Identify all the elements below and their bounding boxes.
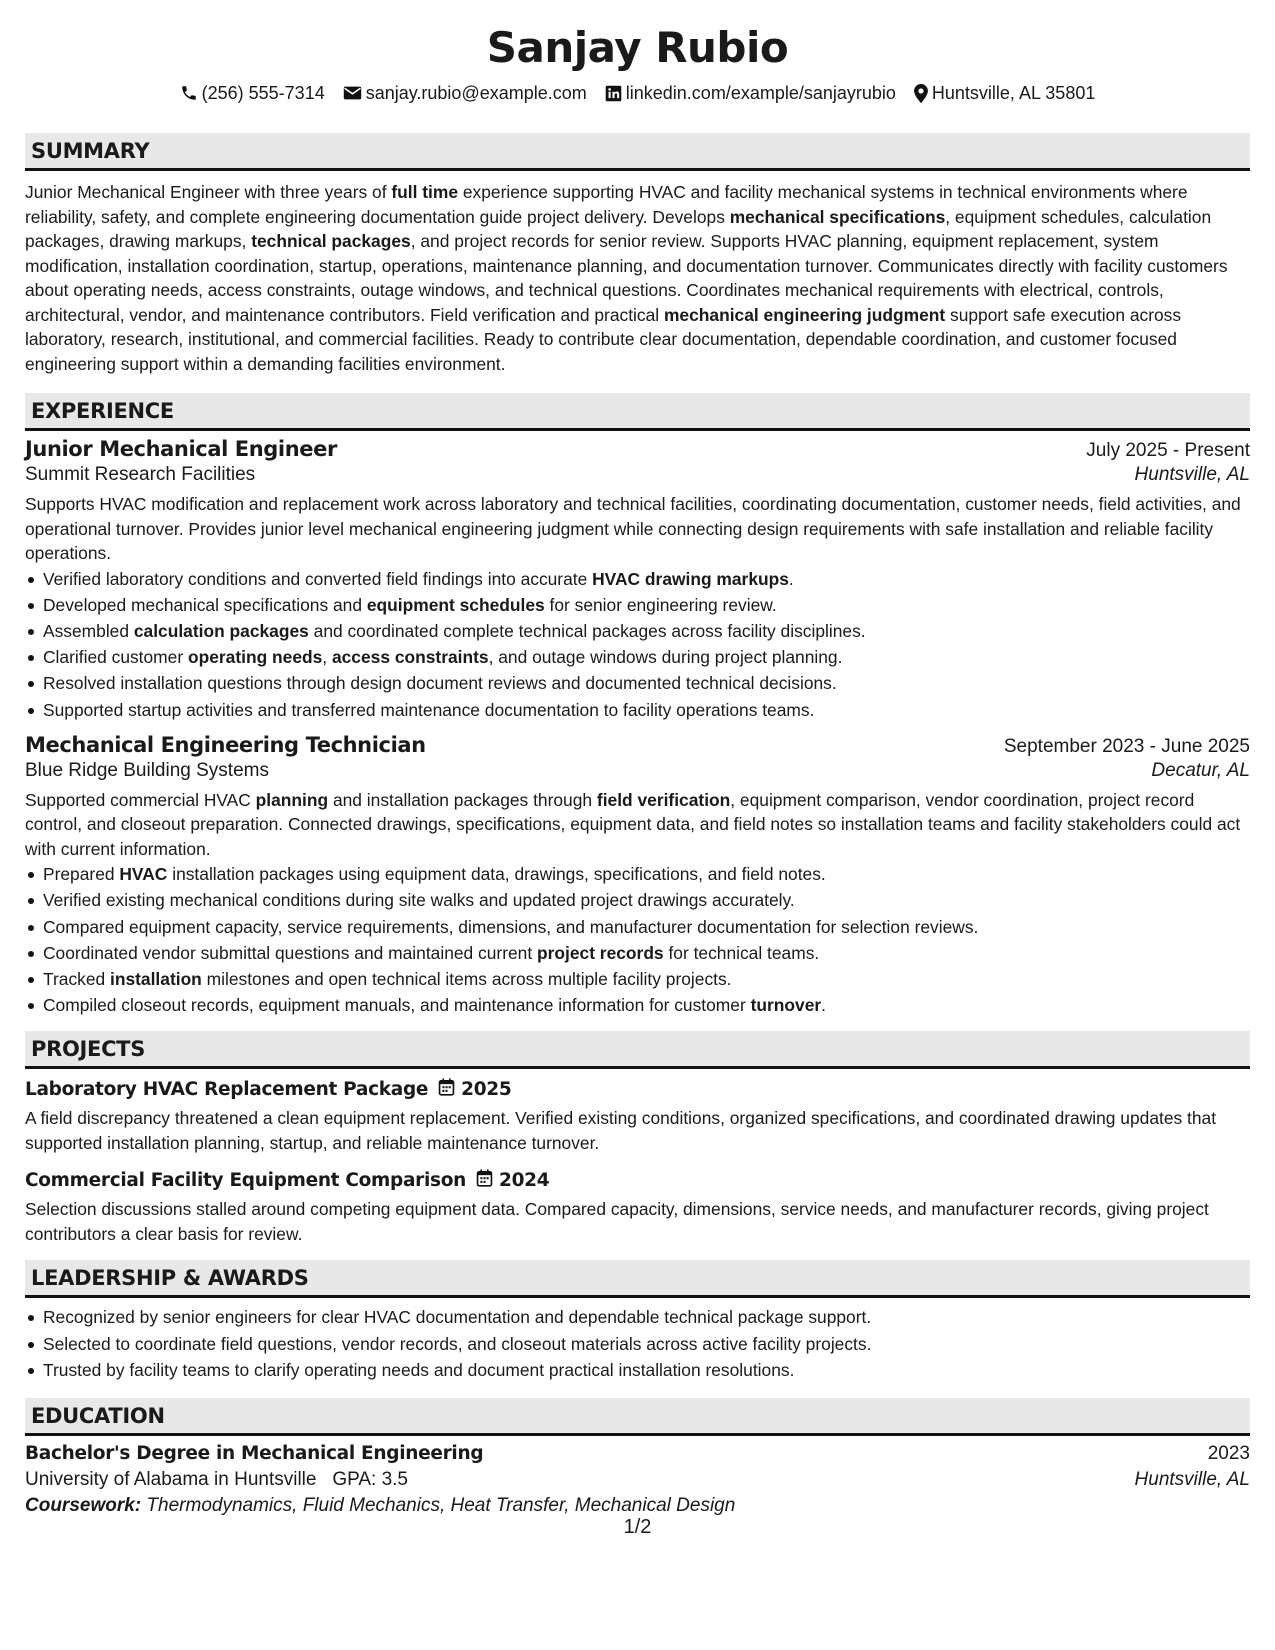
project-year: 2025: [461, 1078, 512, 1100]
job-description: [25, 788, 1250, 862]
text-run: Supported startup activities and transferred maintenance documentation to facility operations teams.: [43, 699, 815, 720]
job-bullets: [25, 566, 1250, 723]
job-bullets: [25, 861, 1250, 1018]
list-item: [43, 861, 1250, 887]
job-location: Decatur, AL: [1151, 759, 1250, 781]
job-description: Supports HVAC modification and replacement work across laboratory and technical facilities, coordinating documentation, customer needs, field activities, and operational turnover. Provides junior level mechanical engineering judgment while connecting design requirements with safe installation and reliable facility operations.: [25, 494, 1241, 563]
contact-bar: [25, 79, 1250, 107]
coursework-label: Coursework:: [25, 1495, 142, 1517]
linkedin-icon: [605, 85, 622, 102]
leadership-heading: LEADERSHIP & AWARDS: [25, 1260, 1250, 1298]
linkedin-link[interactable]: linkedin.com/example/sanjayrubio: [625, 83, 896, 103]
list-item: [43, 592, 1250, 618]
text-run: Prepared: [43, 864, 120, 885]
page-number: 1/2: [623, 1516, 652, 1538]
project-year-group: [476, 1169, 549, 1192]
text-run: Resolved installation questions through design document reviews and documented technical decisions.: [43, 673, 837, 694]
email-link[interactable]: sanjay.rubio@example.com: [365, 83, 587, 103]
job-title: Mechanical Engineering Technician: [25, 732, 426, 757]
list-item: [43, 940, 1250, 966]
list-item: [43, 566, 1250, 592]
location-text: Huntsville, AL 35801: [931, 83, 1096, 103]
contact-phone: [180, 79, 325, 107]
phone-text: (256) 555-7314: [201, 83, 325, 103]
calendar-icon: [438, 1078, 455, 1101]
school-name: University of Alabama in Huntsville: [25, 1469, 317, 1491]
project-title-row: [25, 1166, 1250, 1194]
education-entry: [25, 1443, 1250, 1517]
text-run: , and outage windows during project planning.: [488, 647, 843, 668]
list-item: [43, 644, 1250, 670]
project-year-group: [438, 1078, 511, 1101]
job-title-row: [25, 733, 1250, 758]
text-run: Clarified customer: [43, 647, 188, 668]
text-run: .: [788, 568, 794, 589]
experience-heading: EXPERIENCE: [25, 393, 1250, 431]
emphasis-text: operating needs: [187, 647, 323, 668]
project-description: Selection discussions stalled around competing equipment data. Compared capacity, dimensions, service needs, and manufacturer records, giving project contributors a clear basis for review.: [25, 1199, 1209, 1244]
text-run: .: [821, 995, 826, 1016]
contact-email[interactable]: [343, 79, 587, 107]
education-degree-row: [25, 1443, 1250, 1465]
project-title: Laboratory HVAC Replacement Package: [25, 1078, 429, 1100]
text-run: ,: [322, 647, 332, 668]
text-run: Junior Mechanical Engineer with three years of: [25, 182, 392, 202]
text-run: Compared equipment capacity, service requirements, dimensions, and manufacturer documentation for selection reviews.: [43, 916, 979, 937]
emphasis-text: technical packages: [251, 231, 411, 251]
summary-text: [25, 180, 1250, 376]
project-title: Commercial Facility Equipment Comparison: [25, 1169, 467, 1191]
text-run: for senior engineering review.: [544, 594, 777, 615]
text-run: for technical teams.: [663, 942, 820, 963]
summary-heading: SUMMARY: [25, 133, 1250, 171]
list-item: [43, 618, 1250, 644]
emphasis-text: mechanical engineering judgment: [663, 304, 946, 325]
job-title-row: [25, 437, 1250, 462]
contact-linkedin[interactable]: [605, 79, 896, 107]
text-run: , equipment comparison, vendor coordination, project record control, and closeout preparation. Connected drawings, specifications, equipment data, and field notes so installation teams and facility stakeholders could act with current information.: [25, 789, 1241, 859]
job-location: Huntsville, AL: [1134, 464, 1250, 485]
emphasis-text: field verification: [596, 789, 731, 810]
text-run: Verified existing mechanical conditions during site walks and updated project drawings accurately.: [43, 890, 795, 911]
list-item: [43, 966, 1250, 992]
job-company: Blue Ridge Building Systems: [25, 759, 269, 781]
job-dates: September 2023 - June 2025: [1003, 735, 1250, 757]
text-run: Supported commercial HVAC: [25, 789, 256, 810]
project-title-row: [25, 1075, 1250, 1103]
emphasis-text: full time: [391, 182, 459, 202]
graduation-year: 2023: [1207, 1443, 1250, 1465]
list-item: [43, 914, 1250, 940]
emphasis-text: project records: [537, 942, 664, 963]
job-entry: [25, 437, 1250, 723]
text-run: and coordinated complete technical packages across facility disciplines.: [308, 620, 866, 641]
list-item: [43, 670, 1250, 696]
job-company: Summit Research Facilities: [25, 464, 256, 485]
job-dates: July 2025 - Present: [1086, 440, 1250, 461]
list-item: [43, 992, 1250, 1018]
text-run: Coordinated vendor submittal questions and maintained current: [43, 942, 537, 963]
emphasis-text: HVAC drawing markups: [592, 568, 789, 589]
school-location: Huntsville, AL: [1134, 1469, 1250, 1491]
project-entry: [25, 1075, 1250, 1155]
emphasis-text: planning: [255, 789, 329, 810]
project-entry: [25, 1166, 1250, 1246]
resume-content: [25, 0, 1250, 1517]
text-run: and installation packages through: [328, 789, 597, 810]
phone-icon: [180, 84, 198, 102]
text-run: experience supporting HVAC and facility mechanical systems in technical environments where reliability, safety, and complete engineering documentation guide project delivery. Develops: [25, 182, 1188, 227]
list-item: [43, 697, 1250, 723]
text-run: Verified laboratory conditions and converted field findings into accurate: [43, 568, 593, 589]
gpa: GPA: 3.5: [332, 1469, 408, 1491]
text-run: Developed mechanical specifications and: [43, 594, 367, 615]
emphasis-text: equipment schedules: [366, 594, 545, 615]
text-run: Compiled closeout records, equipment manuals, and maintenance information for customer: [43, 995, 751, 1016]
list-item: Selected to coordinate field questions, vendor records, and closeout materials across active facility projects.: [43, 1331, 1250, 1357]
job-title: Junior Mechanical Engineer: [25, 437, 337, 461]
map-pin-icon: [914, 84, 928, 103]
emphasis-text: HVAC: [119, 864, 168, 885]
project-year: 2024: [499, 1169, 550, 1191]
job-company-row: [25, 464, 1250, 486]
text-run: , and project records for senior review. Supports HVAC planning, equipment replacement, system modification, installation coordination, startup, operations, maintenance planning, and documentation turnover. Communicates directly with facility customers about operating needs, access constraints, outage windows, and technical questions. Coordinates mechanical requirements with electrical, controls, architectural, vendor, and maintenance contributors. Field verification and practical: [25, 231, 1228, 325]
projects-heading: PROJECTS: [25, 1031, 1250, 1069]
text-run: Assembled: [43, 620, 134, 641]
emphasis-text: turnover: [750, 995, 822, 1016]
candidate-name: Sanjay Rubio: [486, 23, 789, 72]
text-run: Tracked: [43, 969, 111, 990]
emphasis-text: calculation packages: [133, 620, 309, 641]
coursework: [25, 1495, 1250, 1517]
contact-location: [914, 79, 1095, 107]
list-item: Recognized by senior engineers for clear HVAC documentation and dependable technical package support.: [43, 1304, 1250, 1330]
school-group: [25, 1469, 408, 1491]
text-run: support safe execution across laboratory, research, institutional, and commercial facilities. Ready to contribute clear documentation, dependable coordination, and customer focused engineering support within a demanding facilities environment.: [25, 304, 1182, 374]
text-run: installation packages using equipment data, drawings, specifications, and field notes.: [167, 864, 826, 885]
leadership-bullets: [25, 1304, 1250, 1383]
coursework-list: Thermodynamics, Fluid Mechanics, Heat Transfer, Mechanical Design: [146, 1495, 736, 1517]
list-item: Trusted by facility teams to clarify operating needs and document practical installation resolutions.: [43, 1357, 1250, 1383]
list-item: [43, 887, 1250, 913]
job-entry: [25, 733, 1250, 1019]
job-company-row: [25, 760, 1250, 782]
education-heading: EDUCATION: [25, 1398, 1250, 1436]
emphasis-text: installation: [110, 969, 202, 990]
text-run: milestones and open technical items across multiple facility projects.: [201, 969, 732, 990]
calendar-icon: [476, 1169, 493, 1192]
education-school-row: [25, 1469, 1250, 1491]
text-run: , equipment schedules, calculation packages, drawing markups,: [25, 206, 1212, 251]
degree-title: Bachelor's Degree in Mechanical Engineering: [25, 1443, 484, 1465]
envelope-icon: [343, 85, 362, 101]
emphasis-text: mechanical specifications: [729, 206, 946, 227]
project-description: A field discrepancy threatened a clean equipment replacement. Verified existing conditions, organized specifications, and coordinated drawing updates that supported installation planning, startup, and reliable maintenance turnover.: [25, 1108, 1217, 1153]
emphasis-text: access constraints: [331, 647, 489, 668]
